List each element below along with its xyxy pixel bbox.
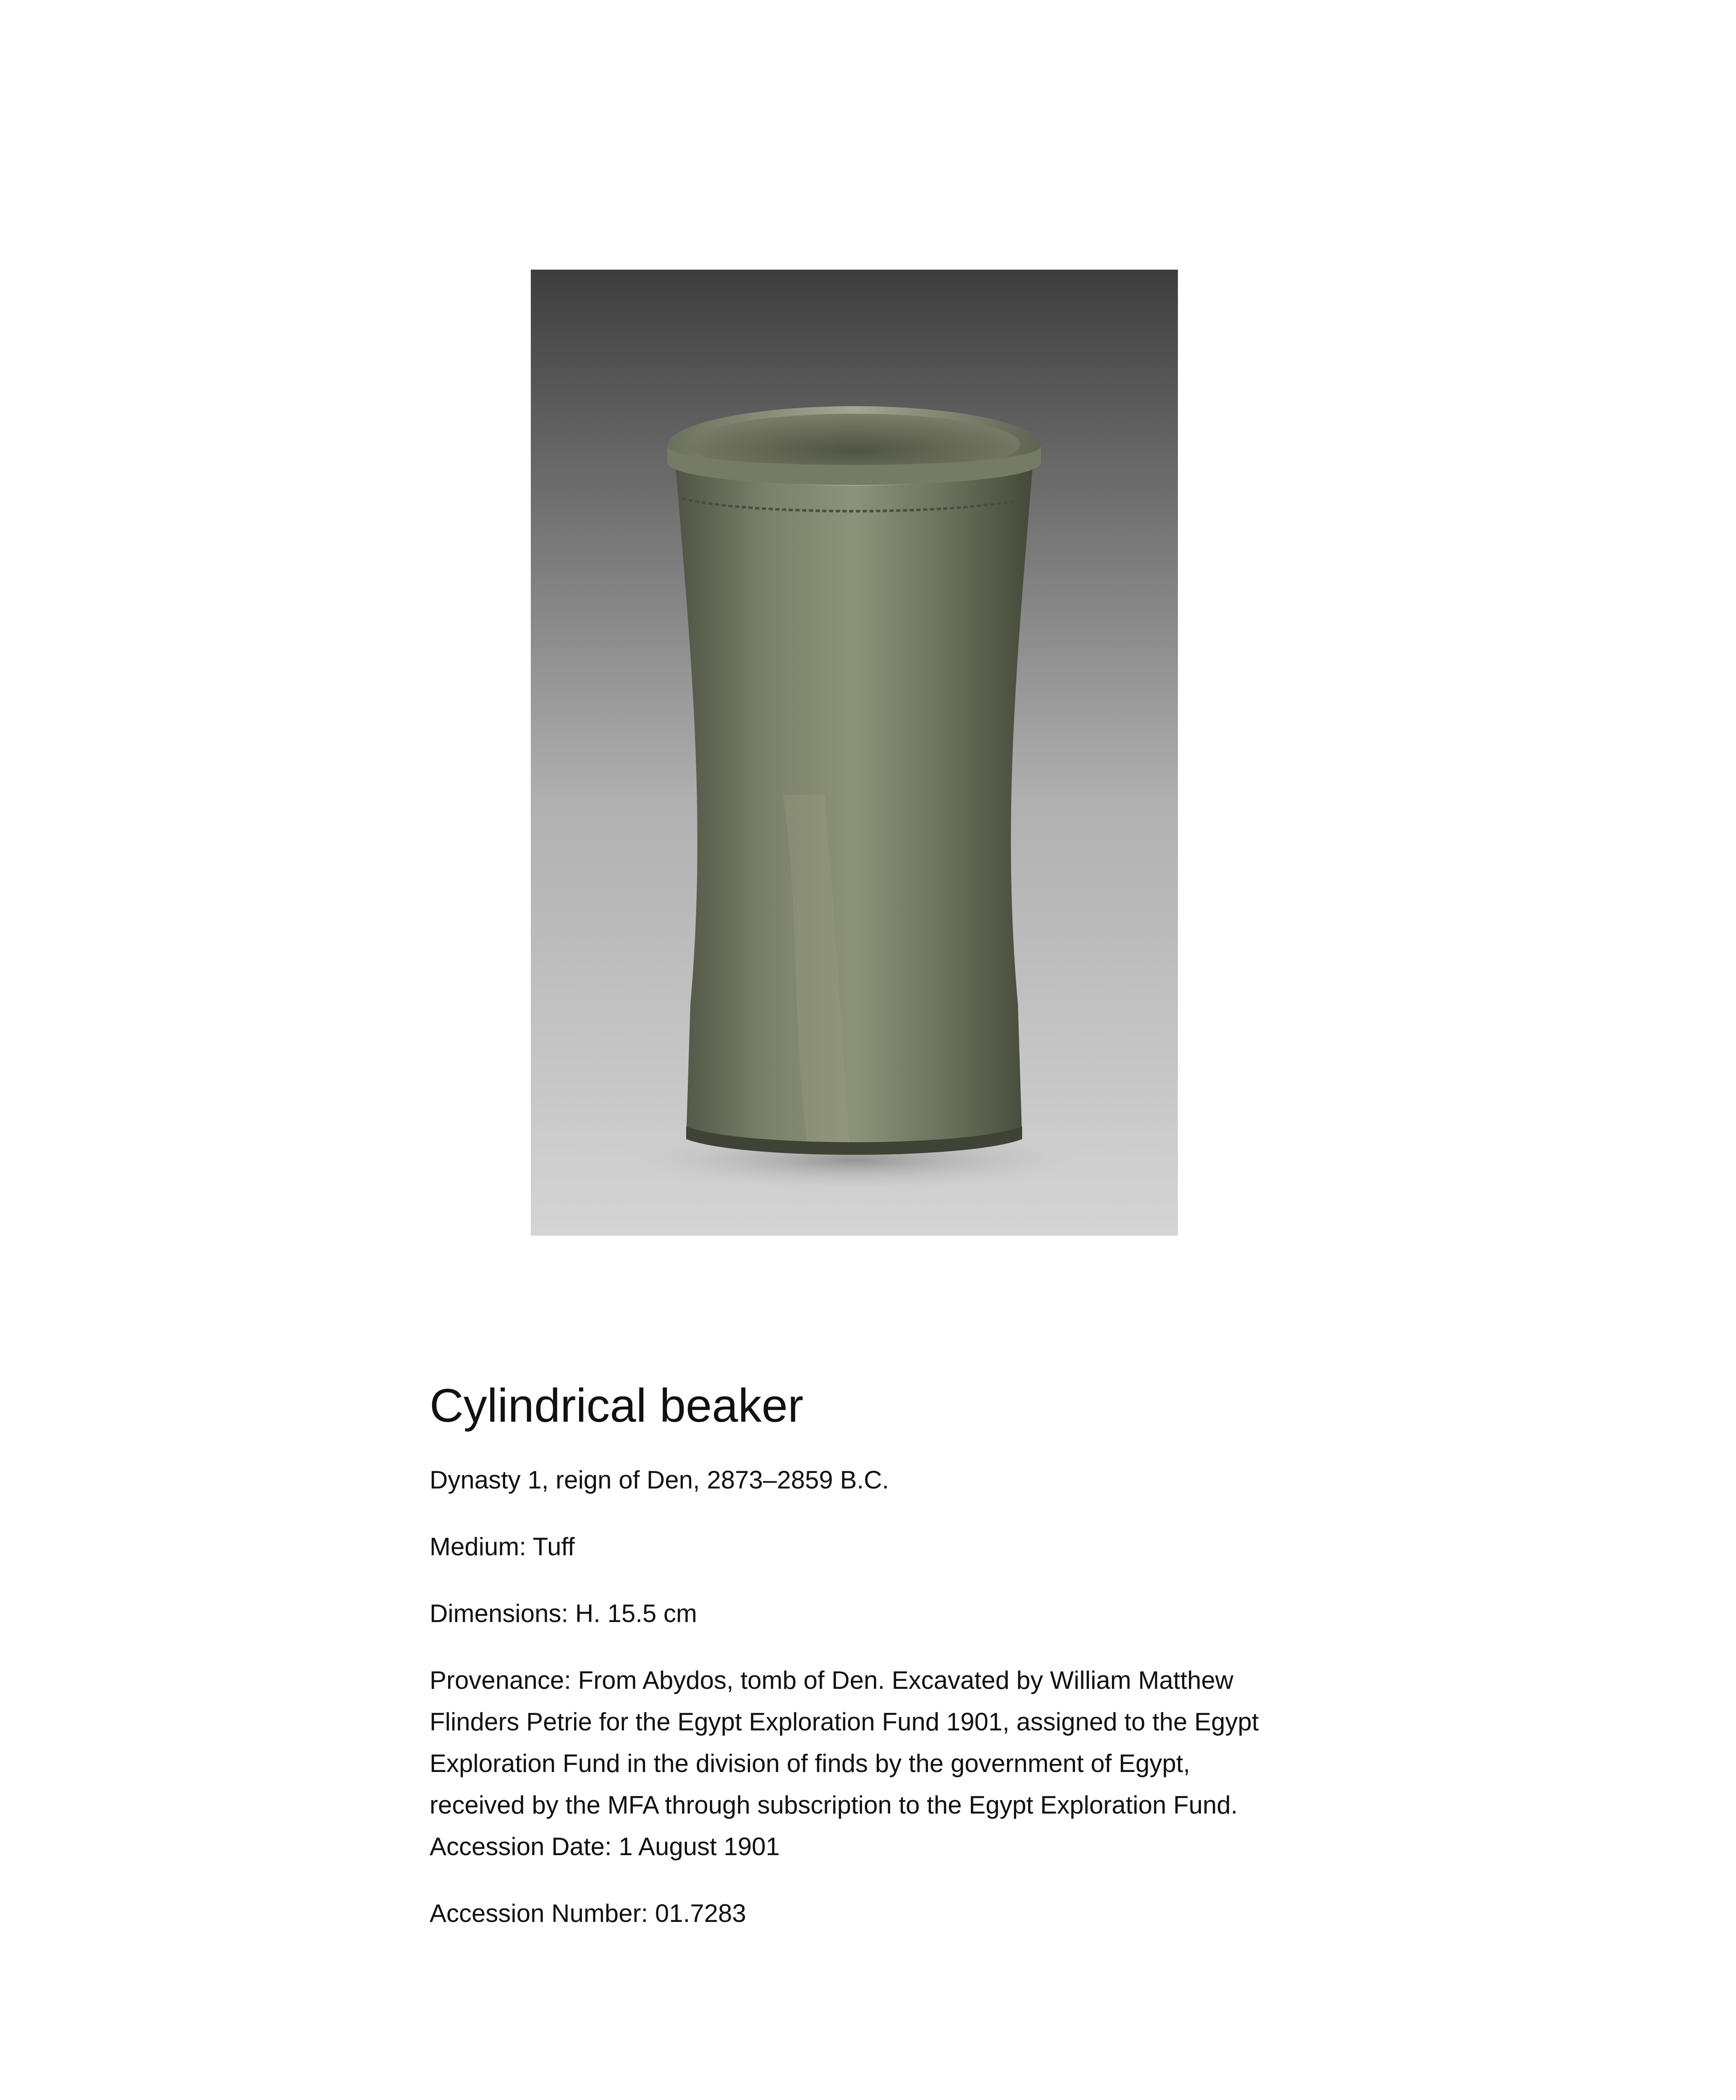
accession-number: Accession Number: 01.7283	[430, 1899, 746, 1928]
object-date: Dynasty 1, reign of Den, 2873–2859 B.C.	[430, 1466, 889, 1494]
object-dimensions: Dimensions: H. 15.5 cm	[430, 1599, 697, 1628]
provenance-line: received by the MFA through subscription to the Egypt Exploration Fund.	[430, 1791, 1238, 1819]
object-title: Cylindrical beaker	[430, 1379, 804, 1432]
provenance-line: Flinders Petrie for the Egypt Exploration Fund 1901, assigned to the Egypt	[430, 1708, 1259, 1736]
object-info	[430, 1378, 1311, 1959]
accession-date: Accession Date: 1 August 1901	[430, 1832, 780, 1861]
beaker-image	[531, 270, 1178, 1236]
beaker-body	[676, 467, 1033, 1155]
artwork-photo	[531, 270, 1178, 1236]
provenance-line: Provenance: From Abydos, tomb of Den. Excavated by William Matthew	[430, 1666, 1234, 1695]
provenance-line: Exploration Fund in the division of finds by the government of Egypt,	[430, 1749, 1191, 1778]
object-medium: Medium: Tuff	[430, 1533, 575, 1561]
object-provenance	[430, 1659, 1311, 1867]
